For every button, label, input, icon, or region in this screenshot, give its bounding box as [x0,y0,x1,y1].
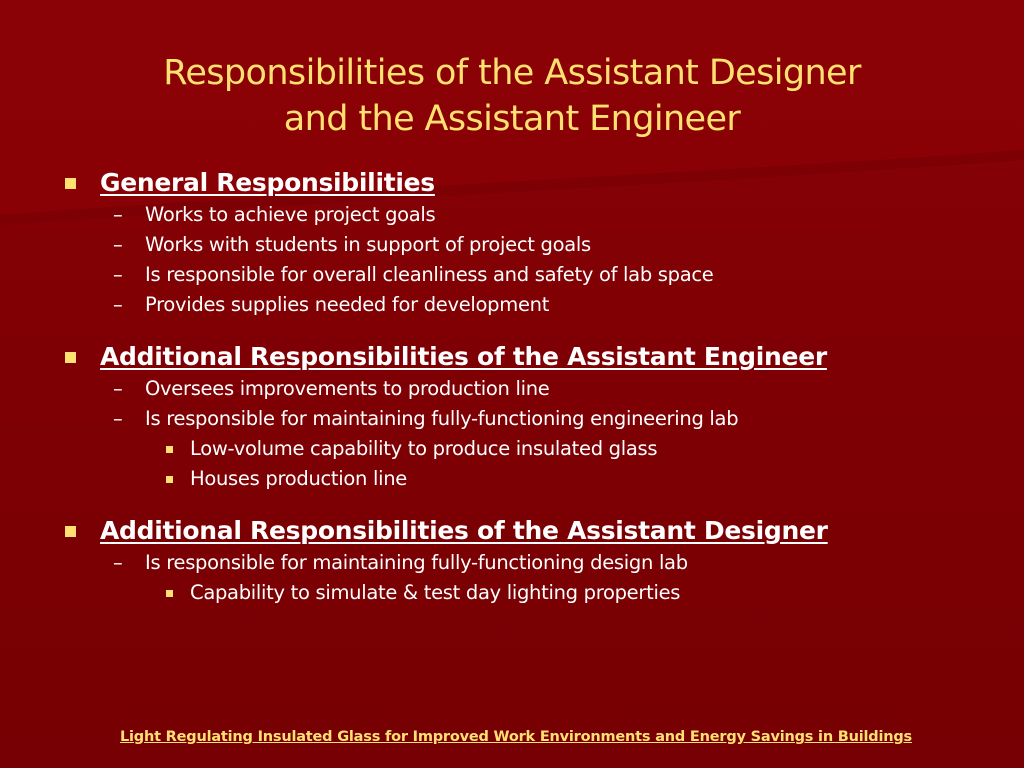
footer-link[interactable]: Light Regulating Insulated Glass for Improved Work Environments and Energy Savings in Buildings [119,729,912,745]
list-item-text: Is responsible for overall cleanliness and safety of lab space [145,263,714,286]
section-heading-general [62,166,982,200]
small-square-bullet-icon [166,590,173,597]
small-square-bullet-icon [166,446,173,453]
slide-title [0,50,1024,142]
dash-bullet: – [113,551,123,574]
dash-bullet: – [113,293,123,316]
list-item [62,404,982,434]
sub-list-item-text: Capability to simulate & test day lighting properties [190,581,681,604]
title-line-1: Responsibilities of the Assistant Designer [163,53,861,93]
section-heading-text: Additional Responsibilities of the Assistant Engineer [100,342,827,371]
sub-list-item [62,578,982,608]
title-line-2: and the Assistant Engineer [283,99,741,139]
sub-list-item [62,464,982,494]
list-item-text: Is responsible for maintaining fully-functioning engineering lab [145,407,739,430]
list-item [62,290,982,320]
sub-list-item-text: Low-volume capability to produce insulated glass [190,437,658,460]
sub-list-item-text: Houses production line [190,467,407,490]
list-item-text: Provides supplies needed for development [145,293,550,316]
dash-bullet: – [113,377,123,400]
list-item [62,374,982,404]
list-item [62,200,982,230]
section-heading-designer [62,514,982,548]
section-gap [62,494,982,514]
dash-bullet: – [113,203,123,226]
square-bullet-icon [65,352,76,363]
list-item [62,260,982,290]
dash-bullet: – [113,263,123,286]
section-gap [62,320,982,340]
slide-content [62,166,982,608]
list-item-text: Is responsible for maintaining fully-functioning design lab [145,551,688,574]
square-bullet-icon [65,178,76,189]
list-item-text: Oversees improvements to production line [145,377,550,400]
list-item [62,548,982,578]
list-item [62,230,982,260]
list-item-text: Works to achieve project goals [145,203,436,226]
sub-list-item [62,434,982,464]
dash-bullet: – [113,407,123,430]
section-heading-text: Additional Responsibilities of the Assistant Designer [100,516,828,545]
dash-bullet: – [113,233,123,256]
list-item-text: Works with students in support of project goals [145,233,591,256]
section-heading-engineer [62,340,982,374]
section-heading-text: General Responsibilities [100,168,435,197]
square-bullet-icon [65,526,76,537]
small-square-bullet-icon [166,476,173,483]
